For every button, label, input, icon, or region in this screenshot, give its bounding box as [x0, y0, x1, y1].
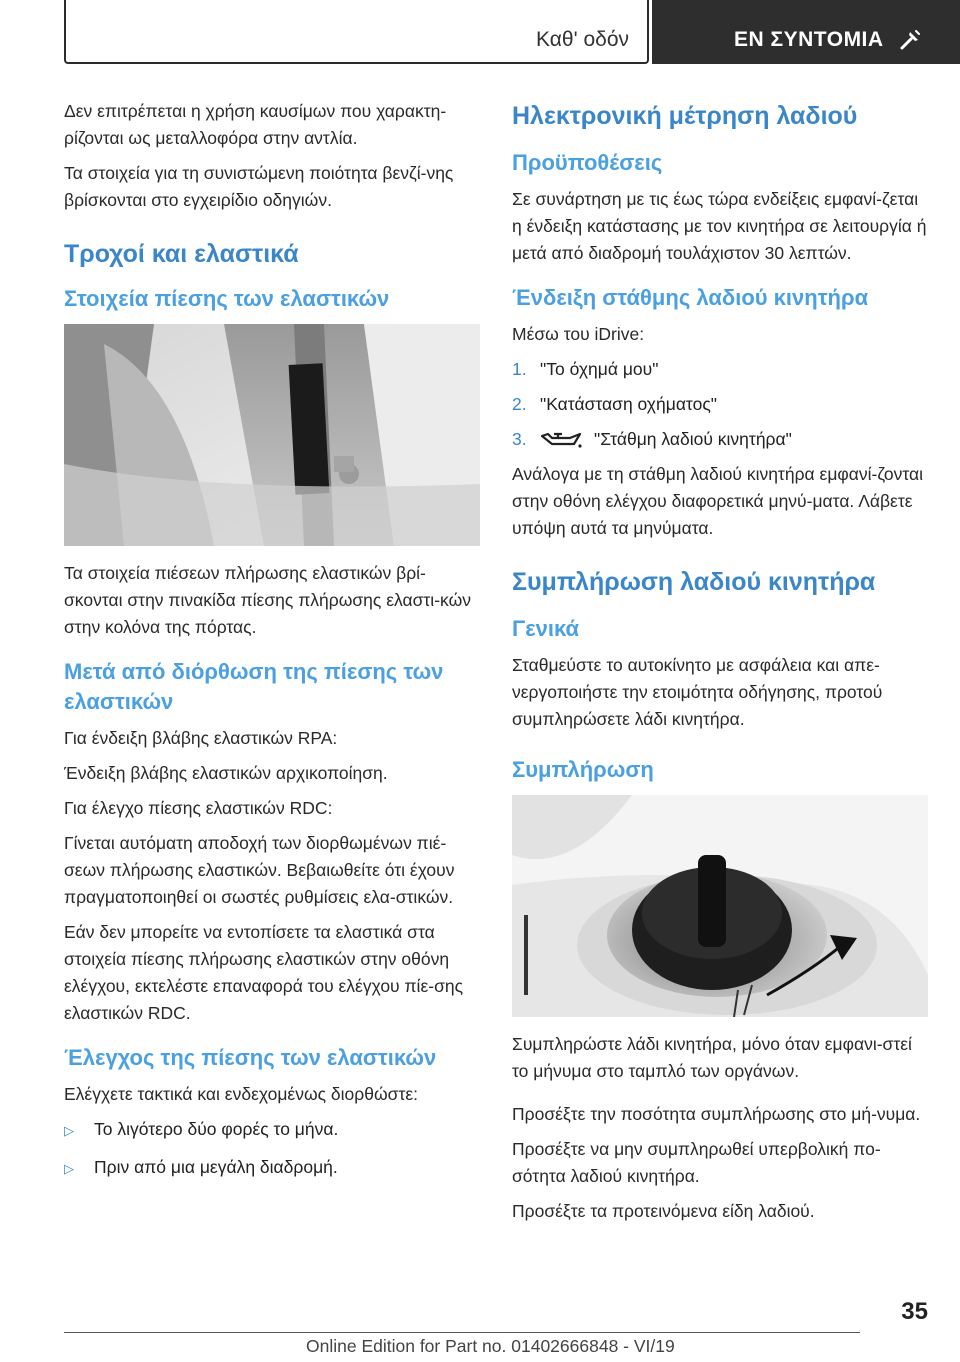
oil-filler-cap-illustration: [512, 795, 928, 1017]
list-item-text: Το λιγότερο δύο φορές το μήνα.: [94, 1119, 339, 1139]
via-idrive-paragraph: Μέσω του iDrive:: [512, 324, 645, 344]
step-text: "Κατάσταση οχήματος": [540, 394, 717, 414]
wrench-icon: [898, 28, 922, 52]
footer-edition: Online Edition for Part no. 01402666848 - VI/19: [306, 1336, 675, 1356]
oil-filler-cap-image: [512, 795, 928, 1017]
heading-wheels-tires: Τροχοί και ελαστικά: [64, 240, 299, 268]
heading-filling: Συμπλήρωση: [512, 757, 654, 782]
header-right-label: ΕΝ ΣΥΝΤΟΜΙΑ: [734, 28, 884, 51]
step-number: 2.: [512, 394, 527, 414]
step-text: "Στάθμη λαδιού κινητήρα": [594, 429, 792, 449]
check-paragraph: Ελέγχετε τακτικά και ενδεχομένως διορθώστε:: [64, 1084, 419, 1104]
heading-general: Γενικά: [512, 616, 580, 641]
header-tab-at-a-glance: [652, 0, 960, 64]
prerequisites-paragraph: Σε συνάρτηση με τις έως τώρα ενδείξεις εμφανί-ζεται η ένδειξη κατάστασης με τον κινητήρα σε λειτουργία ή μετά από διαδρομή τουλάχιστον 30 λεπτών.: [512, 189, 927, 263]
step-number: 1.: [512, 359, 527, 379]
door-pillar-image: [64, 324, 480, 546]
rdc-paragraph-3: Εάν δεν μπορείτε να εντοπίσετε τα ελαστικά στα στοιχεία πίεσης πλήρωσης ελαστικών στην οθόνη ελέγχου, εκτελέστε επαναφορά του ελέγχου πίε-σης ελαστικών RDC.: [64, 922, 464, 1023]
heading-after-pressure-correction: Μετά από διόρθωση της πίεσης των ελαστικών: [64, 659, 444, 714]
fill-paragraph-3: Προσέξτε να μην συμπληρωθεί υπερβολική πο-σότητα λαδιού κινητήρα.: [512, 1139, 881, 1186]
triangle-bullet-icon: ▷: [64, 1123, 74, 1138]
oil-can-icon: [540, 430, 584, 450]
step-number: 3.: [512, 429, 527, 449]
header-tab-on-the-road: [64, 0, 649, 64]
step-item: [512, 356, 928, 383]
left-column: [64, 98, 480, 1192]
heading-tire-pressure-data: Στοιχεία πίεσης των ελαστικών: [64, 286, 390, 311]
rdc-paragraph-2: Γίνεται αυτόματη αποδοχή των διορθωμένων πιέ-σεων πλήρωσης ελαστικών. Βεβαιωθείτε ότι έχουν πραγματοποιηθεί οι σωστές ρυθμίσεις ελα-στικών.: [64, 833, 455, 907]
step-item: [512, 391, 928, 418]
step-text: "Το όχημά μου": [540, 359, 659, 379]
level-messages-paragraph: Ανάλογα με τη στάθμη λαδιού κινητήρα εμφανί-ζονται στην οθόνη ελέγχου διαφορετικά μηνύ-ματα. Λάβετε υπόψη αυτά τα μηνύματα.: [512, 464, 924, 538]
door-pillar-illustration: [64, 324, 480, 546]
list-item: [64, 1116, 480, 1144]
page-number: 35: [901, 1298, 928, 1325]
fill-paragraph-4: Προσέξτε τα προτεινόμενα είδη λαδιού.: [512, 1201, 815, 1221]
heading-oil-level-display: Ένδειξη στάθμης λαδιού κινητήρα: [512, 285, 869, 310]
heading-electronic-oil-measurement: Ηλεκτρονική μέτρηση λαδιού: [512, 102, 858, 130]
rpa-paragraph-2: Ένδειξη βλάβης ελαστικών αρχικοποίηση.: [64, 763, 388, 783]
heading-top-up-engine-oil: Συμπλήρωση λαδιού κινητήρα: [512, 568, 876, 596]
triangle-bullet-icon: ▷: [64, 1161, 74, 1176]
list-item-text: Πριν από μια μεγάλη διαδρομή.: [94, 1157, 338, 1177]
footer-divider: [64, 1332, 860, 1333]
fill-paragraph-1: Συμπληρώστε λάδι κινητήρα, μόνο όταν εμφανι-στεί το μήνυμα στο ταμπλό των οργάνων.: [512, 1034, 912, 1081]
right-column: [512, 98, 928, 1233]
pressure-data-paragraph: Τα στοιχεία πιέσεων πλήρωσης ελαστικών βρί-σκονται στην πινακίδα πίεσης πλήρωσης ελαστι-κών στην κολόνα της πόρτας.: [64, 563, 471, 637]
step-item: [512, 426, 928, 453]
heading-prerequisites: Προϋποθέσεις: [512, 150, 663, 175]
rdc-paragraph-1: Για έλεγχο πίεσης ελαστικών RDC:: [64, 798, 333, 818]
intro-paragraph-2: Τα στοιχεία για τη συνιστώμενη ποιότητα βενζί-νης βρίσκονται στο εγχειρίδιο οδηγιών.: [64, 163, 454, 210]
general-paragraph: Σταθμεύστε το αυτοκίνητο με ασφάλεια και απε-νεργοποιήστε την ετοιμότητα οδήγησης, προτού συμπληρώσετε λάδι κινητήρα.: [512, 655, 883, 729]
heading-check-tire-pressure: Έλεγχος της πίεσης των ελαστικών: [64, 1045, 437, 1070]
header-left-label: Καθ' οδόν: [536, 28, 629, 51]
fill-paragraph-2: Προσέξτε την ποσότητα συμπλήρωσης στο μή-νυμα.: [512, 1104, 921, 1124]
intro-paragraph-1: Δεν επιτρέπεται η χρήση καυσίμων που χαρακτη-ρίζονται ως μεταλλοφόρα στην αντλία.: [64, 101, 447, 148]
list-item: [64, 1154, 480, 1182]
rpa-paragraph-1: Για ένδειξη βλάβης ελαστικών RPA:: [64, 728, 338, 748]
